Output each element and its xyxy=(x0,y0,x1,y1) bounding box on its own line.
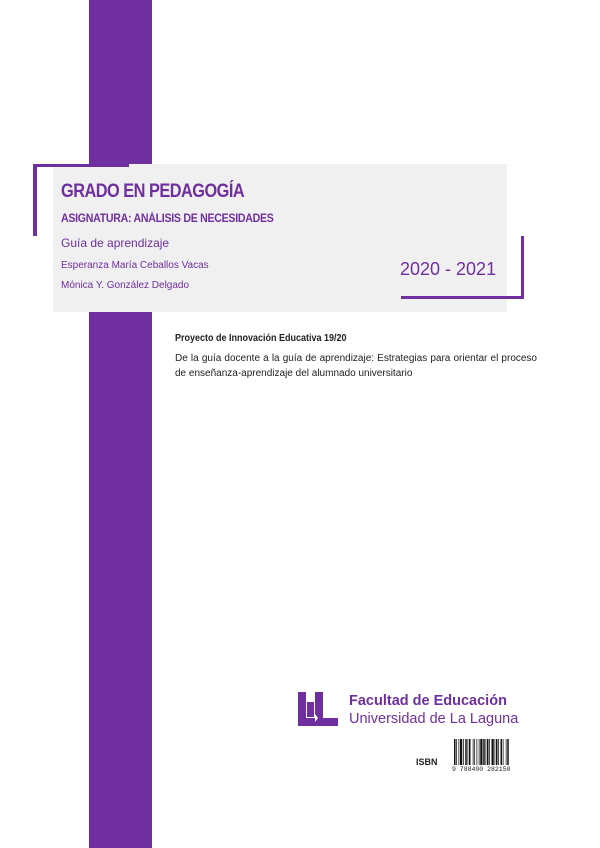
barcode-number: 9 788400 282150 xyxy=(452,766,511,773)
academic-year: 2020 - 2021 xyxy=(400,259,497,279)
project-description: De la guía docente a la guía de aprendizaje: Estrategias para orientar el proceso de enseñanza-aprendizaje del alumnado universitario xyxy=(175,353,537,379)
frame-corner-line xyxy=(33,164,37,236)
barcode xyxy=(453,739,533,765)
author-name: Mónica Y. González Delgado xyxy=(61,280,190,291)
frame-corner-line xyxy=(521,236,524,299)
subject-title: ASIGNATURA: ANÁLISIS DE NECESIDADES xyxy=(61,213,274,225)
ull-logo-icon xyxy=(298,692,338,726)
isbn-label: ISBN xyxy=(416,757,438,767)
author-name: Esperanza María Ceballos Vacas xyxy=(61,260,209,271)
decorative-vertical-band xyxy=(89,0,152,848)
project-title: Proyecto de Innovación Educativa 19/20 xyxy=(175,333,347,344)
degree-title: GRADO EN PEDAGOGÍA xyxy=(61,181,245,202)
faculty-name: Facultad de Educación xyxy=(349,693,507,709)
guide-type: Guía de aprendizaje xyxy=(61,236,170,250)
frame-corner-line xyxy=(401,296,524,299)
frame-corner-line xyxy=(33,164,129,167)
university-name: Universidad de La Laguna xyxy=(349,711,519,727)
